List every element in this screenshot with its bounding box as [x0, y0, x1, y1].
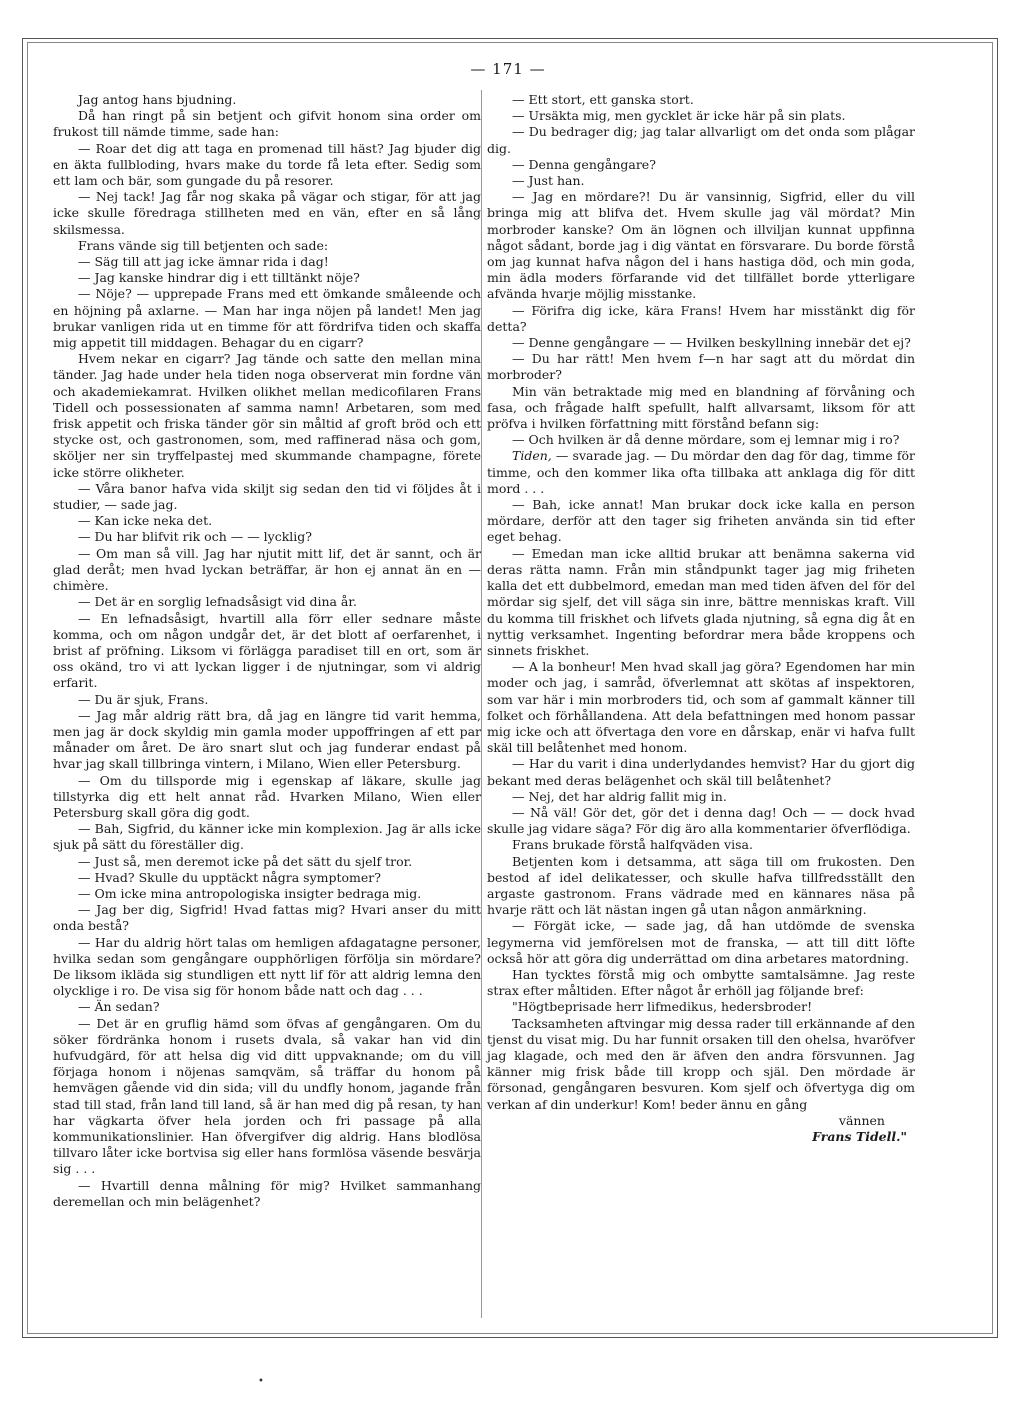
paragraph: "Högtbeprisade herr lifmedikus, hedersbroder!: [512, 999, 813, 1015]
letter-closing: [487, 1113, 915, 1129]
paragraph: — Har du varit i dina underlydandes hemvist? Har du gjort dig bekant med deras belägenhet och skäl till belåtenhet?: [487, 756, 915, 788]
paragraph: Han tycktes förstå mig och ombytte samtalsämne. Jag reste strax efter måltiden. Efter något år erhöll jag följande bref:: [487, 966, 915, 999]
paragraph: — Ett stort, ett ganska stort.: [512, 92, 694, 107]
paragraph-text: — svarade jag. — Du mördar den dag för dag, timme för timme, och den kommer lika ofta tillbaka att anklaga dig för ditt mord . . .: [487, 448, 915, 496]
right-column: [487, 92, 915, 1145]
paragraph: — Roar det dig att taga en promenad till häst? Jag bjuder dig en äkta fullbloding, hvars make du torde få leta efter. Sedig som ett lam och bär, som gungade du på resorer.: [53, 140, 481, 189]
paragraph: — Om du tillsporde mig i egenskap af läkare, skulle jag tillstyrka dig ett helt annat råd. Hvarken Milano, Wien eller Petersburg skall göra dig godt.: [53, 772, 481, 820]
paragraph: Då han ringt på sin betjent och gifvit honom sina order om frukost till nämde timme, sade han:: [53, 108, 481, 140]
left-column: [53, 92, 481, 1210]
paragraph: — En lefnadsåsigt, hvartill alla förr eller sednare måste komma, och om någon undgår det, är det blott af oerfarenhet, i brist af pröfning. Liksom vi förlägga paradiset till en ort, som är oss okänd, tro vi att lyckan ligger i de njutningar, som vi aldrig erfarit.: [53, 610, 481, 691]
paragraph: — Om man så vill. Jag har njutit mitt lif, det är sannt, och är glad deråt; men hvad lyckan beträffar, är hon ej annat än en — chimère.: [53, 545, 481, 594]
page-number-value: 171: [492, 60, 524, 78]
right-column-part-b: [487, 497, 915, 1113]
paragraph: — Denna gengångare?: [512, 156, 656, 172]
paragraph: — Just han.: [512, 173, 585, 189]
letter-signature: Frans Tidell.": [812, 1129, 907, 1144]
paragraph: — Bah, icke annat! Man brukar dock icke kalla en person mördare, derför att den tager sig friheten använda sin tid efter eget behag.: [487, 497, 915, 545]
paragraph: — Våra banor hafva vida skiljt sig sedan den tid vi följdes åt i studier, — sade jag.: [53, 480, 481, 513]
paragraph: — Du har blifvit rik och — — lycklig?: [78, 529, 313, 545]
paragraph: — Just så, men deremot icke på det sätt du sjelf tror.: [78, 853, 413, 869]
paragraph: — Förgät icke, — sade jag, då han utdömde de svenska legymerna vid jemförelsen mot de franska, — att till ditt löfte också hör att göra dig underrättad om dina arbetares matordning.: [487, 918, 915, 966]
paragraph: — Jag en mördare?! Du är vansinnig, Sigfrid, eller du vill bringa mig att blifva det. Hvem skulle jag väl mördat? Min morbroder kanske? Om än lögnen och illviljan kunnat uppfinna något sådant, borde jag i dig väntat en försvarare. Du borde förstå om jag kunnat hafva någon del i hans hastiga död, och min goda, min ädla moders förfarande vid det tillfället borde ytterligare afvända hvarje möjlig misstanke.: [487, 189, 915, 302]
emphasized-word: Tiden,: [512, 448, 552, 464]
paragraph: — Än sedan?: [78, 999, 160, 1015]
column-divider: [481, 90, 482, 1318]
paragraph: — Om icke mina antropologiska insigter bedraga mig.: [78, 885, 422, 901]
paragraph: Frans brukade förstå halfqväden visa.: [512, 837, 753, 853]
paragraph: — Du bedrager dig; jag talar allvarligt om det onda som plågar dig.: [487, 124, 915, 156]
paragraph: — Har du aldrig hört talas om hemligen afdagatagne personer, hvilka sedan som gengångare oupphörligen förfölja sin mördare? De liksom ikläda sig stundligen ett nytt lif för att aldrig lemna den olycklige i ro. De visa sig för honom både natt och dag . . .: [53, 934, 481, 999]
paragraph: — Och hvilken är då denne mördare, som ej lemnar mig i ro?: [512, 432, 900, 448]
stray-mark: •: [258, 1376, 264, 1387]
paragraph: — Kan icke neka det.: [78, 513, 213, 529]
paragraph: — Nej, det har aldrig fallit mig in.: [512, 788, 727, 804]
paragraph: — Jag ber dig, Sigfrid! Hvad fattas mig? Hvari anser du mitt onda bestå?: [53, 902, 481, 934]
paragraph: — Bah, Sigfrid, du känner icke min komplexion. Jag är alls icke sjuk på sätt du föreställer dig.: [53, 821, 481, 853]
paragraph-tiden: [487, 448, 915, 497]
paragraph: — Hvad? Skulle du upptäckt några symptomer?: [78, 869, 381, 885]
paragraph: Hvem nekar en cigarr? Jag tände och satte den mellan mina tänder. Jag hade under hela tiden noga observerat min fordne vän och akademiekamrat. Hvilken olikhet mellan medicofilaren Frans Tidell och possessionaten af samma namn! Arbetaren, som med frisk appetit och friska tänder gör sin måltid af groft bröd och ett stycke ost, och gastronomen, som, med raffinerad näsa och gom, sköljer ner sin tryffelpastej med skummande champagne, förete icke större olikheter.: [53, 351, 481, 480]
paragraph: — Hvartill denna målning för mig? Hvilket sammanhang deremellan och min belägenhet?: [53, 1177, 481, 1209]
paragraph: Jag antog hans bjudning.: [78, 92, 237, 107]
paragraph: — Säg till att jag icke ämnar rida i dag!: [78, 254, 329, 270]
paragraph: — Jag mår aldrig rätt bra, då jag en längre tid varit hemma, men jag är dock skyldig min gamla moder uppoffringen af ett par månader om året. De äro snart slut och jag funderar endast på hvar jag skall tillbringa vintern, i Milano, Wien eller Petersburg.: [53, 707, 481, 772]
right-column-part-a: [487, 92, 915, 448]
paragraph: Frans vände sig till betjenten och sade:: [78, 237, 329, 253]
paragraph: — Nå väl! Gör det, gör det i denna dag! Och — — dock hvad skulle jag vidare säga? För dig äro alla kommentarier öfverflödiga.: [487, 804, 915, 837]
paragraph: — Nej tack! Jag får nog skaka på vägar och stigar, för att jag icke skulle föredraga stillheten med en vän, efter en så lång skilsmessa.: [53, 189, 481, 237]
paragraph: Min vän betraktade mig med en blandning af förvåning och fasa, och frågade halft spefullt, halft allvarsamt, liksom för att pröfva i hvilken författning mitt förstånd befann sig:: [487, 383, 915, 432]
paragraph: — A la bonheur! Men hvad skall jag göra? Egendomen har min moder och jag, i samråd, öfverlemnat att skötas af inspektoren, som var här i min morbroders tid, och som af gammalt känner till folket och förhållandena. Att dela befattningen med honom passar mig icke och att öfvertaga den vore en dårskap, enär vi hafva fullt skäl till belåtenhet med honom.: [487, 659, 915, 756]
paragraph: — Du har rätt! Men hvem f—n har sagt att du mördat din morbroder?: [487, 351, 915, 383]
paragraph: — Förifra dig icke, kära Frans! Hvem har misstänkt dig för detta?: [487, 302, 915, 334]
paragraph: — Denne gengångare — — Hvilken beskyllning innebär det ej?: [512, 335, 911, 351]
paragraph: — Emedan man icke alltid brukar att benämna sakerna vid deras rätta namn. Från min ståndpunkt tager jag mig friheten kalla det ett dubbelmord, emedan man med tiden äfven del för del mördar sig sjelf, det vill säga sin inre, bättre menniskas kraft. Vill du komma till friskhet och lifvets glada njutning, så egna dig åt en nyttig verksamhet. Ingenting befordrar mera både kroppens och sinnets friskhet.: [487, 545, 915, 658]
page-number: — 171 —: [470, 60, 546, 78]
paragraph: — Ursäkta mig, men gycklet är icke här på sin plats.: [512, 108, 846, 124]
paragraph: — Det är en gruflig hämd som öfvas af gengångaren. Om du söker fördränka honom i rusets dvala, så vakar han vid din hufvudgärd, för att helsa dig vid ditt uppvaknande; om du vill förjaga honom i nöjenas samqväm, så träffar du honom på hemvägen gående vid din sida; vill du undfly honom, jagande från stad till stad, från land till land, så är han med dig på resan, ty han har vägkarta öfver hela jorden och fri passage på alla kommunikationslinier. Han öfvergifver dig aldrig. Hans blodlösa tillvaro låter icke bortvisa sig eller hans formlösa väsende besvärja sig . . .: [53, 1015, 481, 1177]
paragraph: Betjenten kom i detsamma, att säga till om frukosten. Den bestod af idel delikatesser, och skulle hafva tillfredsställt den argaste gastronom. Frans vädrade med en kännares näsa på hvarje rätt och lät nästan ingen gå utan någon anmärkning.: [487, 853, 915, 918]
paragraph: — Nöje? — upprepade Frans med ett ömkande småleende och en höjning på axlarne. — Man har inga nöjen på landet! Men jag brukar vanligen rida ut en timme för att fördrifva tiden och skaffa mig appetit till middagen. Behagar du en cigarr?: [53, 286, 481, 351]
paragraph: — Du är sjuk, Frans.: [78, 691, 209, 707]
paragraph: — Det är en sorglig lefnadsåsigt vid dina år.: [78, 594, 357, 610]
paragraph: — Jag kanske hindrar dig i ett tilltänkt nöje?: [78, 270, 360, 286]
closing-word: vännen: [838, 1112, 885, 1128]
paragraph: Tacksamheten aftvingar mig dessa rader till erkännande af den tjenst du visat mig. Du har funnit orsaken till den ohelsa, hvaröfver jag klagade, och med den är äfven den andra försvunnen. Jag känner mig frisk både till kropp och själ. Den mördade är försonad, gengångaren besvuren. Kom sjelf och öfvertyga dig om verkan af din underkur! Kom! beder ännu en gång: [487, 1015, 915, 1112]
